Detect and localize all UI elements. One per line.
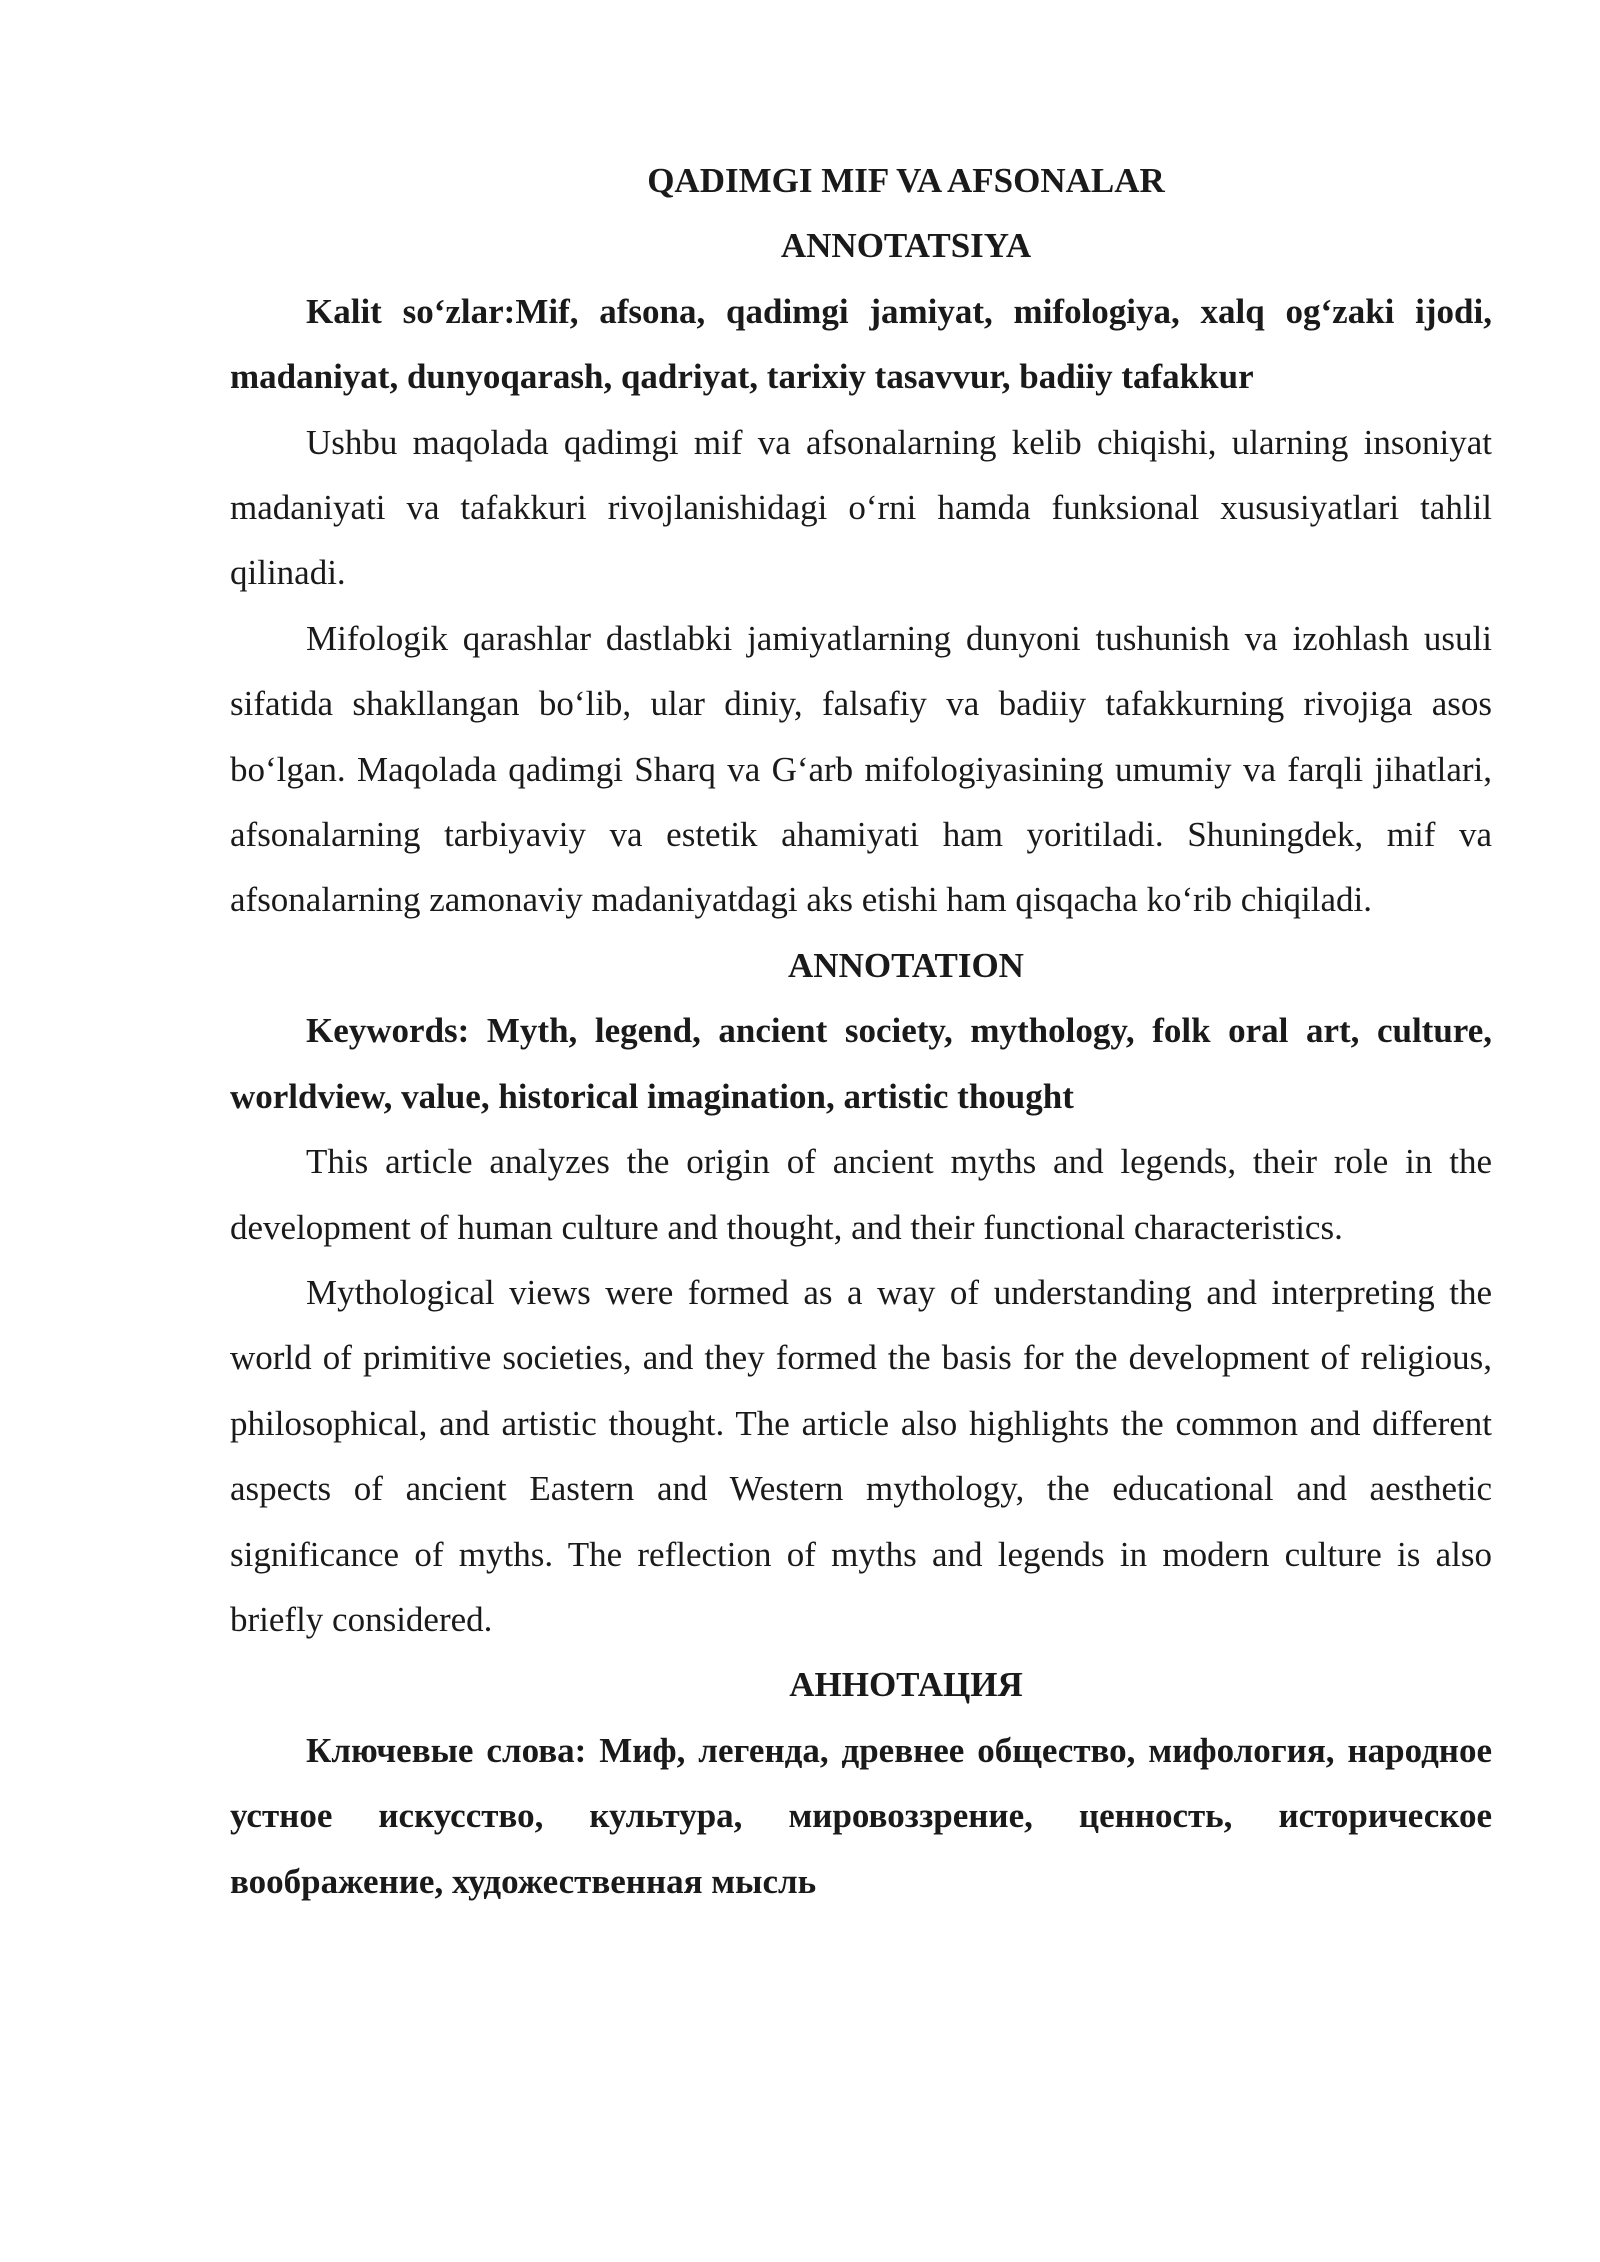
keywords-uz: Kalit so‘zlar:Mif, afsona, qadimgi jamiyat, mifologiya, xalq og‘zaki ijodi, madaniyat, dunyoqarash, qadriyat, tarixiy tasavvur, badiiy tafakkur bbox=[230, 291, 1492, 397]
abstract-paragraph-uz-2: Mifologik qarashlar dastlabki jamiyatlarning dunyoni tushunish va izohlash usuli sifatida shakllangan bo‘lib, ular diniy, falsafiy va badiiy tafakkurning rivojiga asos bo‘lgan. Maqolada qadimgi Sharq va G‘arb mifologiyasining umumiy va farqli jihatlari, afsonalarning tarbiyaviy va estetik ahamiyati ham yoritiladi. Shuningdek, mif va afsonalarning zamonaviy madaniyatdagi aks etishi ham qisqacha ko‘rib chiqiladi. bbox=[230, 618, 1492, 920]
abstract-paragraph-en-2: Mythological views were formed as a way of understanding and interpreting the world of primitive societies, and they formed the basis for the development of religious, philosophical, and artistic thought. The article also highlights the common and different aspects of ancient Eastern and Western mythology, the educational and aesthetic significance of myths. The reflection of myths and legends in modern culture is also briefly considered. bbox=[230, 1272, 1492, 1639]
document-body bbox=[230, 148, 1492, 1914]
keywords-en: Keywords: Myth, legend, ancient society, mythology, folk oral art, culture, worldview, value, historical imagination, artistic thought bbox=[230, 1011, 1492, 1116]
document-title: QADIMGI MIF VA AFSONALAR bbox=[647, 161, 1165, 200]
section-heading-uz: ANNOTATSIYA bbox=[780, 226, 1032, 266]
section-heading-ru: АННОТАЦИЯ bbox=[789, 1665, 1023, 1705]
abstract-paragraph-en-1: This article analyzes the origin of ancient myths and legends, their role in the development of human culture and thought, and their functional characteristics. bbox=[230, 1142, 1492, 1247]
keywords-ru: Ключевые слова: Миф, легенда, древнее общество, мифология, народное устное искусство, культура, мировоззрение, ценность, историческое воображение, художественная мысль bbox=[230, 1730, 1492, 1901]
section-heading-en: ANNOTATION bbox=[788, 945, 1024, 985]
abstract-paragraph-uz-1: Ushbu maqolada qadimgi mif va afsonalarning kelib chiqishi, ularning insoniyat madaniyati va tafakkuri rivojlanishidagi o‘rni hamda funksional xususiyatlari tahlil qilinadi. bbox=[230, 422, 1492, 593]
